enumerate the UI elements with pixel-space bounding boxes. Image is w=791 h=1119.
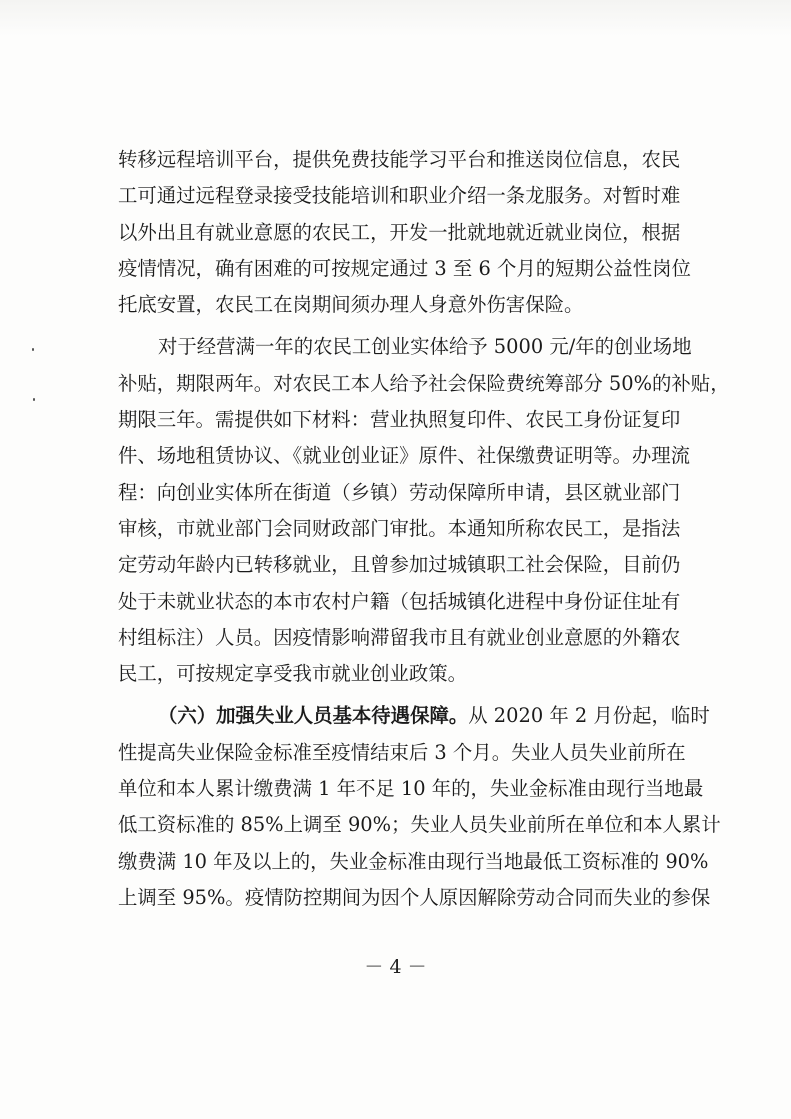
text-line: 定劳动年龄内已转移就业，且曾参加过城镇职工社会保险，目前仍	[118, 553, 681, 577]
text-line: 程：向创业实体所在街道（乡镇）劳动保障所申请，县区就业部门	[118, 480, 681, 504]
section-heading-rest: 从 2020 年 2 月份起，临时	[468, 704, 710, 728]
section-heading: （六）加强失业人员基本待遇保障。	[158, 704, 469, 728]
text-line: 工可通过远程登录接受技能培训和职业介绍一条龙服务。对暂时难	[118, 184, 681, 208]
body-text	[118, 142, 730, 916]
scan-shadow	[0, 0, 791, 36]
text-line: 件、场地租赁协议、《就业创业证》原件、社保缴费证明等。办理流	[118, 444, 691, 468]
text-line: 性提高失业保险金标准至疫情结束后 3 个月。失业人员失业前所在	[118, 740, 686, 764]
scan-speck	[33, 398, 35, 401]
text-line: 处于未就业状态的本市农村户籍（包括城镇化进程中身份证住址有	[118, 589, 681, 613]
text-line: 村组标注）人员。因疫情影响滞留我市且有就业创业意愿的外籍农	[118, 625, 681, 649]
text-line: 托底安置，农民工在岗期间须办理人身意外伤害保险。	[118, 293, 584, 317]
page-number: － 4 －	[364, 956, 427, 978]
text-line: 期限三年。需提供如下材料：营业执照复印件、农民工身份证复印	[118, 408, 681, 432]
text-line: 疫情情况，确有困难的可按规定通过 3 至 6 个月的短期公益性岗位	[118, 256, 691, 280]
text-line: 上调至 95%。疫情防控期间为因个人原因解除劳动合同而失业的参保	[118, 885, 711, 909]
text-line: 补贴，期限两年。对农民工本人给予社会保险费统筹部分 50%的补贴，	[118, 371, 730, 395]
text-line: 民工，可按规定享受我市就业创业政策。	[118, 662, 468, 686]
text-line: 转移远程培训平台，提供免费技能学习平台和推送岗位信息，农民	[118, 148, 681, 171]
text-line: 低工资标准的 85%上调至 90%；失业人员失业前所在单位和本人累计	[118, 813, 721, 837]
scan-speck	[32, 348, 34, 351]
text-line: 以外出且有就业意愿的农民工，开发一批就地就近就业岗位，根据	[118, 220, 681, 244]
text-line: 缴费满 10 年及以上的，失业金标准由现行当地最低工资标准的 90%	[118, 849, 709, 873]
text-line: 单位和本人累计缴费满 1 年不足 10 年的，失业金标准由现行当地最	[118, 777, 704, 801]
text-line: 审核，市就业部门会同财政部门审批。本通知所称农民工，是指法	[118, 516, 681, 540]
section-heading-line	[118, 698, 710, 734]
text-line: 对于经营满一年的农民工创业实体给予 5000 元/年的创业场地	[158, 335, 692, 359]
